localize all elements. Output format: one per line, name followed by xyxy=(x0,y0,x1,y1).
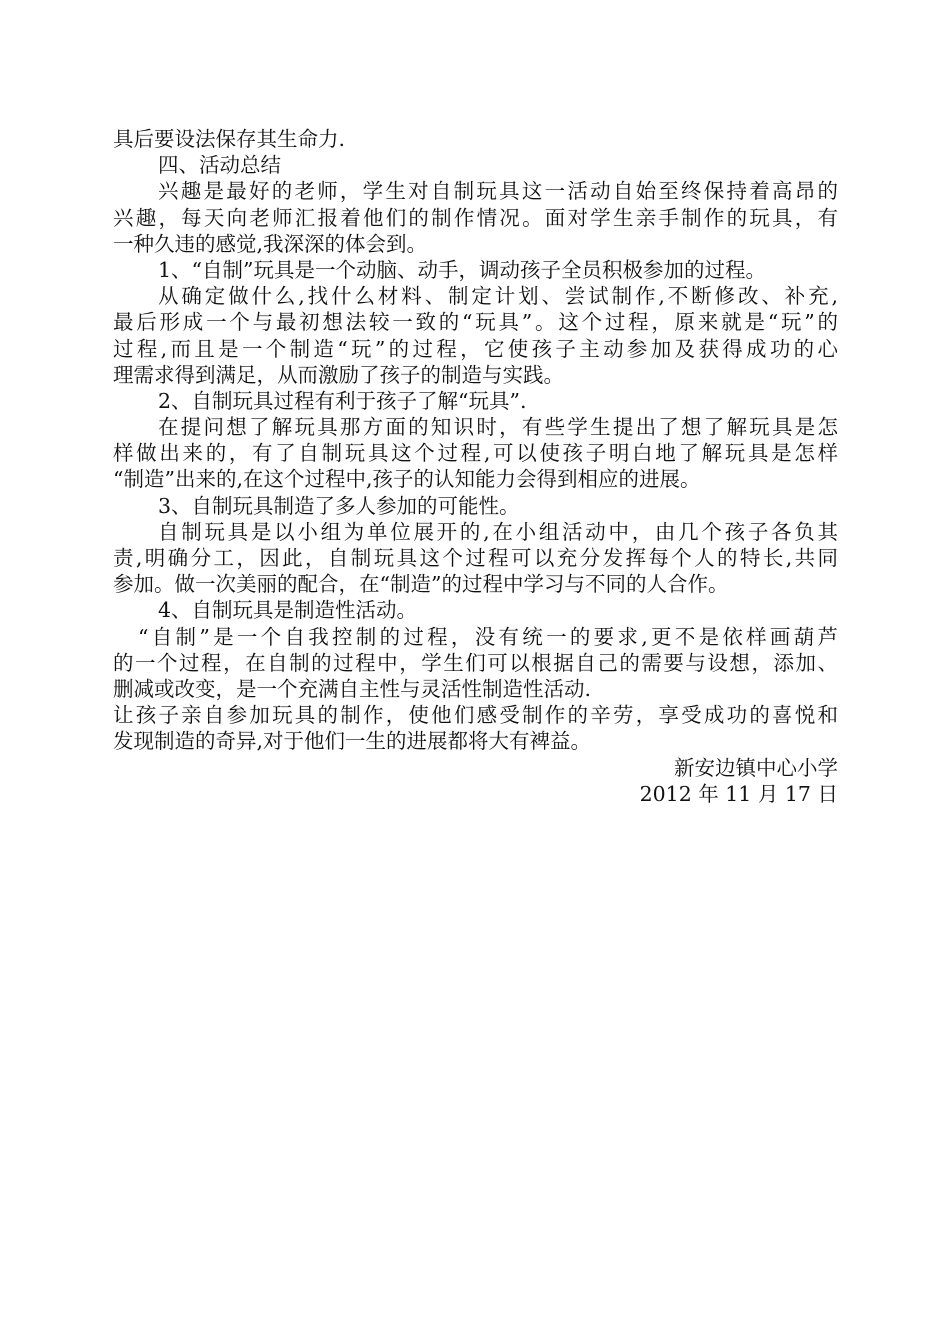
paragraph-line: 兴趣，每天向老师汇报着他们的制作情况。面对学生亲手制作的玩具，有 xyxy=(113,205,838,230)
subheading-4: 4、自制玩具是制造性活动。 xyxy=(158,598,418,623)
paragraph-line: 删减或改变，是一个充满自主性与灵活性制造性活动. xyxy=(113,676,592,701)
paragraph-line: 理需求得到满足，从而激励了孩子的制造与实践。 xyxy=(113,362,564,387)
paragraph-line: “制造”出来的,在这个过程中,孩子的认知能力会得到相应的进展。 xyxy=(113,467,701,492)
paragraph-continuation: 具后要设法保存其生命力. xyxy=(113,127,346,151)
paragraph-line: 从确定做什么,找什么材料、制定计划、尝试制作,不断修改、补充, xyxy=(158,284,838,309)
document-body xyxy=(113,126,838,807)
paragraph-line: 参加。做一次美丽的配合，在“制造”的过程中学习与不同的人合作。 xyxy=(113,572,729,597)
paragraph-line: 在提问想了解玩具那方面的知识时，有些学生提出了想了解玩具是怎 xyxy=(158,415,838,440)
paragraph-line: 过程,而且是一个制造“玩”的过程，它使孩子主动参加及获得成功的心 xyxy=(113,336,838,361)
paragraph-line: 自制玩具是以小组为单位展开的,在小组活动中，由几个孩子各负其 xyxy=(158,519,838,544)
signature-school: 新安边镇中心小学 xyxy=(674,755,838,780)
paragraph-line: 最后形成一个与最初想法较一致的“玩具”。这个过程，原来就是“玩”的 xyxy=(113,310,838,335)
section-heading: 四、活动总结 xyxy=(158,153,281,178)
paragraph-line: 发现制造的奇异,对于他们一生的进展都将大有裨益。 xyxy=(113,729,592,754)
paragraph-line: “自制”是一个自我控制的过程，没有统一的要求,更不是依样画葫芦 xyxy=(138,624,838,649)
paragraph-line: 样做出来的，有了自制玩具这个过程,可以使孩子明白地了解玩具是怎样 xyxy=(113,441,838,466)
paragraph-line: 的一个过程，在自制的过程中，学生们可以根据自己的需要与设想，添加、 xyxy=(113,650,838,675)
paragraph-line: 兴趣是最好的老师，学生对自制玩具这一活动自始至终保持着高昂的 xyxy=(158,179,838,204)
subheading-2: 2、自制玩具过程有利于孩子了解“玩具”. xyxy=(158,388,527,413)
paragraph-line: 让孩子亲自参加玩具的制作，使他们感受制作的辛劳，享受成功的喜悦和 xyxy=(113,703,838,728)
subheading-1: 1、“自制”玩具是一个动脑、动手，调动孩子全员积极参加的过程。 xyxy=(158,257,767,282)
signature-date: 2012 年 11 月 17 日 xyxy=(639,781,838,806)
paragraph-line: 责,明确分工，因此，自制玩具这个过程可以充分发挥每个人的特长,共同 xyxy=(113,546,838,570)
paragraph-line: 一种久违的感觉,我深深的体会到。 xyxy=(113,231,428,256)
subheading-3: 3、自制玩具制造了多人参加的可能性。 xyxy=(158,493,520,518)
